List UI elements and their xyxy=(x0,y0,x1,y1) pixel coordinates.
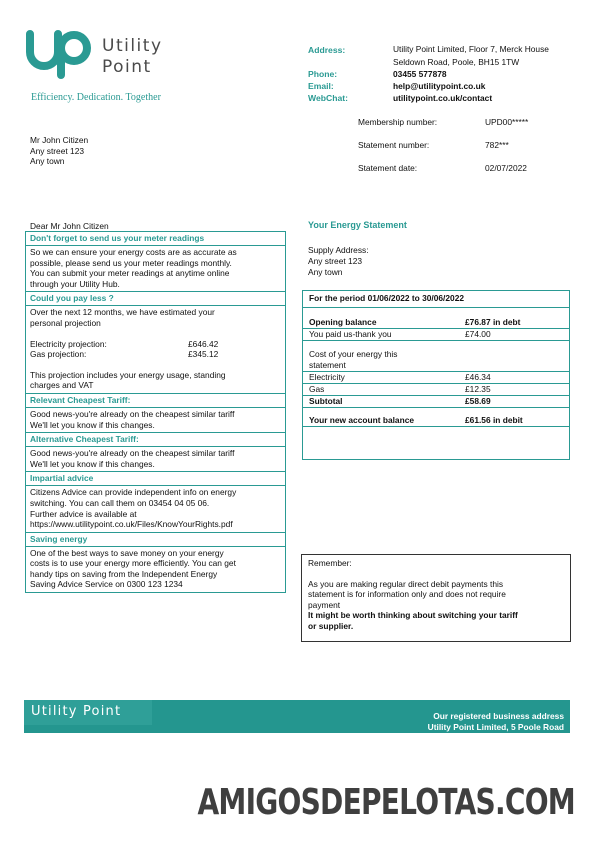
footer-bar xyxy=(24,700,570,733)
recipient-address xyxy=(30,135,88,167)
supply-address-town: Any town xyxy=(308,267,343,277)
remember-title: Remember: xyxy=(308,558,352,568)
section-line: costs is to use your energy more efficiently. You can get xyxy=(30,558,236,569)
section-line: handy tips on saving from the Independent Energy xyxy=(30,568,218,579)
section-title: Could you pay less ? xyxy=(26,291,285,306)
elec-projection-row xyxy=(30,339,281,350)
statement-period xyxy=(303,291,569,308)
supply-address-label: Supply Address: xyxy=(308,245,369,255)
gas-value: £12.35 xyxy=(465,384,491,394)
section-body xyxy=(26,486,285,531)
subtotal-label: Subtotal xyxy=(309,396,343,406)
cost-heading-line1: Cost of your energy this xyxy=(309,349,398,359)
remember-line2: statement is for information only and does not require xyxy=(308,589,506,599)
new-balance-value: £61.56 in debit xyxy=(465,415,523,425)
phone-label: Phone: xyxy=(308,69,338,79)
section-body xyxy=(26,408,285,432)
supply-address xyxy=(308,245,369,278)
elec-projection-value: £646.42 xyxy=(188,338,219,349)
paid-label: You paid us-thank you xyxy=(309,329,392,339)
footer-brand: Utility Point xyxy=(31,704,122,719)
elec-projection-label: Electricity projection: xyxy=(30,338,107,349)
subtotal-value: £58.69 xyxy=(465,396,491,406)
section-impartial-advice xyxy=(26,471,285,531)
section-line: We'll let you know if this changes. xyxy=(30,458,155,469)
projection-note-line2: charges and VAT xyxy=(30,380,94,391)
membership-value: UPD00***** xyxy=(485,117,529,127)
remember-bold1: It might be worth thinking about switching your tariff xyxy=(308,610,518,620)
section-line: through your Utility Hub. xyxy=(30,278,120,289)
membership-label: Membership number: xyxy=(358,117,438,127)
email-value[interactable]: help@utilitypoint.co.uk xyxy=(393,81,486,91)
know-your-rights-link[interactable]: https://www.utilitypoint.co.uk/Files/KnowYourRights.pdf xyxy=(30,519,233,530)
projection-note-line1: This projection includes your energy usage, standing xyxy=(30,369,226,380)
webchat-label: WebChat: xyxy=(308,93,348,103)
section-title: Impartial advice xyxy=(26,471,285,486)
cost-heading-line2: statement xyxy=(309,360,346,370)
recipient-name: Mr John Citizen xyxy=(30,135,89,145)
section-pay-less xyxy=(26,291,285,393)
section-body xyxy=(26,246,285,291)
section-title: Relevant Cheapest Tariff: xyxy=(26,393,285,408)
gas-projection-value: £345.12 xyxy=(188,349,219,360)
email-label: Email: xyxy=(308,81,334,91)
footer-registered-address: Utility Point Limited, 5 Poole Road xyxy=(427,722,564,732)
new-balance-row xyxy=(303,415,569,427)
remember-bold2: or supplier. xyxy=(308,620,354,631)
statement-date-label: Statement date: xyxy=(358,163,418,173)
gas-projection-label: Gas projection: xyxy=(30,349,87,360)
cost-heading-row xyxy=(303,349,569,360)
statement-number-value: 782*** xyxy=(485,140,509,150)
phone-value: 03455 577878 xyxy=(393,69,447,79)
opening-balance-label: Opening balance xyxy=(309,317,377,327)
watermark: AMIGOSDEPELOTAS.COM xyxy=(197,782,575,823)
section-meter-readings xyxy=(26,231,285,291)
webchat-value[interactable]: utilitypoint.co.uk/contact xyxy=(393,93,493,103)
section-line: We'll let you know if this changes. xyxy=(30,419,155,430)
brand-name-line1: Utility xyxy=(102,36,163,56)
address-label: Address: xyxy=(308,45,346,55)
statement-date-value: 02/07/2022 xyxy=(485,163,527,173)
section-line: Good news-you're already on the cheapest similar tariff xyxy=(30,448,235,459)
section-line: Saving Advice Service on 0300 123 1234 xyxy=(30,579,183,590)
brand-name-line2: Point xyxy=(102,57,152,77)
paid-row xyxy=(303,329,569,341)
subtotal-row xyxy=(303,396,569,408)
gas-label: Gas xyxy=(309,384,325,394)
section-line: personal projection xyxy=(30,317,101,328)
section-body xyxy=(26,447,285,471)
section-line: possible, please send us your meter readings monthly. xyxy=(30,257,232,268)
remember-box xyxy=(301,554,571,642)
info-column xyxy=(25,231,286,593)
address-line1: Utility Point Limited, Floor 7, Merck House xyxy=(393,44,549,54)
greeting: Dear Mr John Citizen xyxy=(30,221,109,231)
section-line: Further advice is available at xyxy=(30,508,137,519)
address-line2: Seldown Road, Poole, BH15 1TW xyxy=(393,57,520,67)
supply-address-street: Any street 123 xyxy=(308,256,363,266)
section-line: You can submit your meter readings at anytime online xyxy=(30,268,230,279)
opening-balance-row xyxy=(303,317,569,329)
remember-line3: payment xyxy=(308,599,341,610)
brand-tagline: Efficiency. Dedication. Together xyxy=(31,92,161,103)
electricity-value: £46.34 xyxy=(465,372,491,382)
section-line: One of the best ways to save money on your energy xyxy=(30,547,224,558)
recipient-town: Any town xyxy=(30,156,65,166)
logo xyxy=(24,30,94,80)
section-line: Good news-you're already on the cheapest similar tariff xyxy=(30,408,235,419)
statement-number-label: Statement number: xyxy=(358,140,430,150)
section-title: Don't forget to send us your meter readings xyxy=(26,231,285,246)
energy-statement-heading: Your Energy Statement xyxy=(308,220,407,230)
brand-name xyxy=(102,36,163,78)
section-saving-energy xyxy=(26,532,285,592)
utility-point-logo-icon xyxy=(24,30,94,80)
statement-period-text: For the period 01/06/2022 to 30/06/2022 xyxy=(309,293,465,303)
footer-registered-label: Our registered business address xyxy=(433,711,564,721)
section-line: So we can ensure your energy costs are as accurate as xyxy=(30,247,237,257)
section-alternative-tariff xyxy=(26,432,285,471)
gas-row xyxy=(303,384,569,396)
section-line: switching. You can call them on 03454 04 05 06. xyxy=(30,497,210,508)
section-line: Citizens Advice can provide independent info on energy xyxy=(30,487,237,498)
new-balance-label: Your new account balance xyxy=(309,415,415,425)
electricity-label: Electricity xyxy=(309,372,345,382)
gas-projection-row xyxy=(30,349,281,360)
cost-heading-row2 xyxy=(303,360,569,372)
recipient-street: Any street 123 xyxy=(30,145,85,156)
statement-table xyxy=(302,290,570,460)
paid-value: £74.00 xyxy=(465,329,491,339)
electricity-row xyxy=(303,372,569,384)
section-relevant-tariff xyxy=(26,393,285,432)
section-line: Over the next 12 months, we have estimated your xyxy=(30,307,215,318)
section-body xyxy=(26,547,285,592)
section-title: Saving energy xyxy=(26,532,285,547)
remember-line1: As you are making regular direct debit payments this xyxy=(308,578,504,589)
section-body xyxy=(26,306,285,393)
opening-balance-value: £76.87 in debt xyxy=(465,317,521,327)
section-title: Alternative Cheapest Tariff: xyxy=(26,432,285,447)
